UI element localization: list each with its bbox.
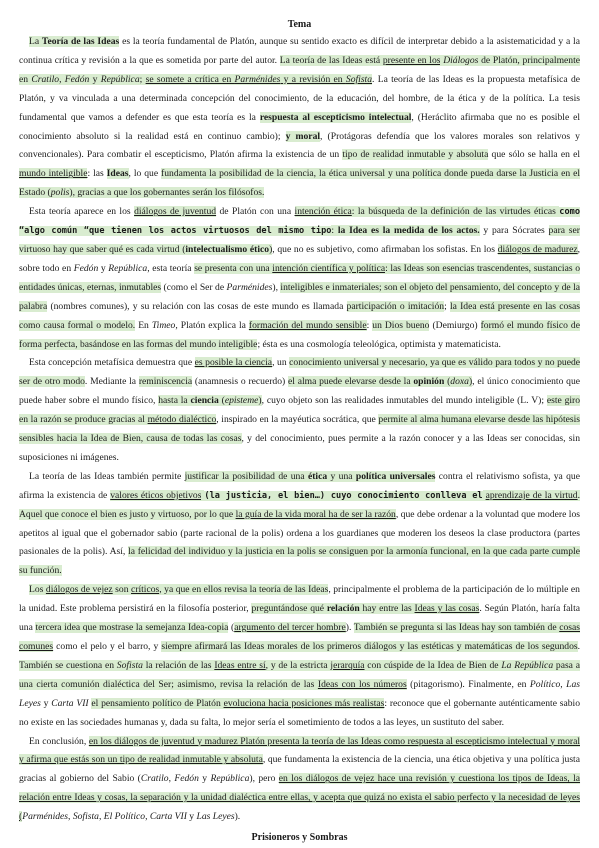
text-run: La República	[501, 659, 554, 671]
text-run: preguntándose qué	[251, 603, 327, 615]
text-run: )	[258, 395, 262, 407]
text-run: ), gracias a que los gobernantes serán los filósofos.	[69, 187, 265, 199]
text-run: política universales	[355, 470, 436, 482]
text-run: ,	[168, 773, 175, 785]
text-run: doxa	[450, 376, 469, 388]
text-run: Las Leyes	[19, 678, 581, 709]
text-run: y moral	[285, 130, 321, 142]
next-section-title: Prisioneros y Sombras	[251, 832, 348, 844]
text-run: Ideas y las cosas	[414, 603, 480, 615]
text-run: es la teoría fundamental de Platón, aunque su sentido exacto es difícil de interpretar debido a la asistematicidad y a la continua crítica y revisión a la que es sometida por parte del autor.	[19, 36, 580, 66]
text-run: , (Heráclito afirmaba que no es posible el conocimiento absoluto si la realidad está en continuo cambio);	[19, 111, 580, 142]
text-run: Fedón	[64, 73, 90, 85]
text-run: y para Sócrates	[479, 225, 549, 237]
text-run: , que fundamenta la existencia de la ciencia, una ética objetiva y una política justa gracias al gobierno del Sabio (	[19, 754, 580, 785]
text-run: ,	[68, 811, 73, 823]
text-run: ).	[234, 811, 241, 823]
text-run: se somete a crítica en	[145, 73, 235, 85]
paragraph-ethics-politics	[19, 468, 580, 581]
text-run: ,	[145, 811, 150, 823]
text-run: el alma puede elevarse desde la	[287, 376, 414, 388]
text-run: (	[228, 622, 235, 634]
text-run: , (Protágoras defendía que los valores morales son relativos y convencionales). Para combatir el escepticismo, Platón afirma la existencia de un	[19, 130, 580, 161]
text-run: , inspirado en la mayéutica socrática, que	[216, 414, 379, 426]
document-title: Tema	[287, 19, 312, 30]
text-run: fundamenta la posibilidad de la ciencia, la ética universal y una política donde pueda darse la Justicia en el Estado (	[19, 168, 580, 199]
text-run: siempre afirmará las Ideas morales de los primeros diálogos y las estéticas y matemáticas de los segundos	[161, 641, 578, 652]
paragraph-conclusion	[19, 733, 580, 828]
text-run: tercera idea que mostrase la semejanza Idea-copia	[35, 622, 229, 634]
text-run: Las Leyes	[196, 811, 235, 823]
text-run: Teoría de las Ideas	[41, 36, 120, 47]
text-run: conocimiento universal y necesario, ya que es válido para todos y no puede ser de otro modo	[19, 357, 581, 388]
text-run: Carta VII	[149, 811, 187, 823]
text-run: . Aquel que conoce el bien es justo y virtuoso, por lo que	[19, 489, 580, 520]
text-run: la relación de las	[142, 659, 215, 671]
text-run: Fedón	[174, 773, 199, 785]
text-run: Sofista	[72, 811, 99, 823]
text-run: Carta VII	[51, 697, 89, 709]
text-run: )	[468, 376, 473, 388]
text-run: un Dios bueno	[372, 319, 430, 331]
text-run: El Político	[103, 811, 146, 823]
text-run: Político	[529, 678, 561, 690]
text-run: ; ésta es una cosmología teleológica, optimista y matematicista.	[257, 338, 501, 350]
text-run: participación o imitación	[346, 300, 445, 312]
text-run: ;	[139, 73, 146, 85]
text-run: ),	[272, 281, 281, 293]
text-run: , un	[272, 357, 290, 369]
text-run: cosas comunes	[19, 622, 580, 652]
text-run: Los	[29, 584, 46, 596]
text-run: mundo inteligible	[19, 168, 88, 180]
text-run: y una	[327, 470, 356, 482]
text-run: hasta la	[158, 395, 191, 407]
text-run: (pitagorismo). Finalmente, en	[406, 678, 530, 690]
text-run: También se pregunta si las Ideas hay son también de	[353, 622, 560, 634]
text-run: Sofista	[345, 73, 373, 85]
text-run: pasa a una cierta comunión dialéctica del Ser; asimismo, revisa la relación de las	[19, 659, 580, 690]
text-run: La teoría de las Ideas también permite	[29, 470, 185, 482]
text-run: , sobre todo en	[19, 243, 581, 274]
text-run: República	[100, 73, 140, 85]
text-run: y a revisión en	[280, 73, 346, 85]
text-run: En conclusión,	[29, 735, 89, 747]
text-run: La teoría de las Ideas está	[279, 54, 383, 66]
text-run: Cratilo	[31, 73, 60, 85]
text-run: en los diálogos de vejez hace una revisión y cuestiona los tipos de Ideas, la relación entre Ideas y cosas, la separación y la unidad dialéctica entre ellas, y acepta que quizá no exista el sabio perfecto y la necesidad de leyes (	[19, 773, 581, 823]
text-run: (	[218, 395, 225, 407]
text-run: como “algo común “que tienen los actos virtuosos del mismo tipo	[19, 207, 580, 237]
text-run: .	[577, 641, 581, 652]
text-run: :	[366, 319, 373, 331]
text-run: También se cuestiona en	[19, 659, 117, 671]
text-run: , lo que	[128, 168, 162, 180]
text-run: episteme	[224, 395, 259, 407]
text-run: (Demiurgo)	[429, 319, 481, 331]
text-run: y	[40, 697, 52, 709]
text-run: de Platón, principalmente en	[19, 54, 581, 85]
text-run: evoluciona hacia posiciones más realistas	[223, 697, 385, 709]
text-run: intención ética	[294, 206, 352, 218]
text-run: (como el Ser de	[161, 281, 227, 293]
text-run: Esta concepción metafísica demuestra que	[29, 357, 195, 369]
text-run: contra el relativismo sofista, ya que afirma la existencia de	[19, 470, 580, 501]
text-run: La	[29, 36, 42, 47]
text-run: formó el mundo físico de forma perfecta, basándose en las formas del mundo inteligible	[19, 319, 580, 350]
text-run: valores éticos objetivos	[110, 489, 202, 501]
text-run: como el pelo y el barro, y	[53, 641, 162, 652]
text-run: : reconoce que el gobernante auténticamente sabio no existe en las sociedades humanas y, dada su falta, lo mejor sería el sometimiento de todos a las leyes, un sustituto del saber.	[19, 697, 581, 728]
text-run: Parménides	[234, 73, 281, 85]
text-run: , Platón explica la	[175, 319, 249, 331]
text-run: Ideas con los números	[317, 678, 407, 690]
text-run: República	[210, 773, 250, 785]
text-run: ,	[59, 73, 65, 85]
text-run: (	[444, 376, 451, 388]
text-run: : las Ideas son esencias trascendentes, sustancias o entidades únicas, eternas, inmutables	[19, 262, 580, 293]
text-run: reminiscencia	[138, 376, 193, 388]
paragraph-ethics-origin	[19, 203, 580, 354]
text-run: En	[135, 319, 152, 331]
text-run: ).	[345, 622, 354, 634]
text-run: . Según Platón, haría falta una	[19, 603, 581, 634]
text-run: la Idea está presente en las cosas como causa formal o modelo.	[19, 300, 580, 331]
paragraph-intro	[19, 33, 580, 203]
text-run: formación del mundo sensible	[248, 319, 367, 331]
text-run: Sofista	[116, 659, 143, 671]
text-run: este giro en la razón se produce gracias al	[19, 395, 581, 426]
text-run: método dialéctico	[147, 414, 217, 426]
text-run: , ya que en ellos revisa la teoría de las Ideas	[159, 584, 329, 596]
text-run: (la justicia, el bien…) cuyo conocimiento conlleva el	[204, 490, 483, 501]
text-run: diálogos de vejez	[45, 584, 113, 596]
text-run: son	[112, 584, 132, 596]
text-run: . La teoría de las Ideas es la propuesta metafísica de Platón, y va vinculada a una determinada concepción del conocimiento, de la educación, del hombre, de la ética y de la política. La tesis fundamental que vamos a defender es que esta teoría es la	[19, 73, 581, 123]
text-run: relación	[326, 603, 360, 615]
text-run: de Platón con una	[216, 206, 295, 218]
text-run: :	[331, 225, 338, 237]
text-run: , principalmente el problema de la participación de lo múltiple en la unidad. Este problema persistirá en la filosofía posterior,	[19, 584, 580, 615]
text-run: , cuyo objeto son las realidades inmutables del mundo inteligible (L. V);	[261, 395, 547, 407]
text-run: diálogos de juventud	[134, 206, 217, 218]
text-run: diálogos de madurez	[497, 243, 578, 255]
text-run: se presenta con una	[194, 262, 273, 274]
text-run: tipo de realidad inmutable y absoluta	[342, 149, 489, 161]
text-run: presente en los	[382, 54, 441, 66]
text-run: hay entre las	[359, 603, 415, 615]
text-run: Ideas	[106, 168, 129, 180]
text-run: y	[186, 811, 197, 823]
text-run: Fedón	[73, 262, 99, 274]
text-run: en los diálogos de juventud y madurez Platón presenta la teoría de las Ideas como respuesta al escepticismo intelectual y moral y afirma que estás son un tipo de realidad inmutable y absoluta	[19, 735, 580, 766]
text-run: ,	[98, 811, 104, 823]
text-run: justificar la posibilidad de una	[184, 470, 308, 482]
text-run: (nombres comunes), y su relación con las cosas de este mundo es llamada	[47, 300, 347, 312]
text-run: opinión	[413, 376, 445, 388]
text-run: , esta teoría	[147, 262, 195, 274]
text-run: Cratilo	[140, 773, 169, 785]
text-run: es posible la ciencia	[194, 357, 273, 369]
text-run: : las	[87, 168, 107, 180]
text-run: jerarquía	[330, 659, 365, 671]
text-run: la felicidad del individuo y la justicia en la polis se consiguen por la armonía funcional, en la que cada parte cumple su función.	[19, 546, 580, 577]
text-run: inteligibles e inmateriales; son el objeto del pensamiento, del concepto y de la palabra	[19, 281, 580, 312]
text-run: : la búsqueda de la definición de las virtudes éticas	[351, 206, 560, 218]
text-run: Esta teoría aparece en los	[29, 206, 135, 218]
text-run: permite al alma humana elevarse desde las hipótesis sensibles hacia la Idea de Bien, causa de todas las cosas	[19, 414, 580, 445]
text-run: aprendizaje de la virtud	[485, 489, 578, 501]
text-run: , y del conocimiento, pues permite a la razón conocer y a las Ideas ser conocidas, sin suposiciones ni imágenes.	[19, 433, 580, 463]
text-run: , y de la estricta	[265, 659, 331, 671]
text-run: la guía de la vida moral ha de ser la razón	[235, 508, 396, 520]
text-run: y	[198, 773, 211, 785]
text-run: ,	[560, 678, 567, 690]
text-run: intención científica y política	[272, 262, 386, 274]
paragraph-late-dialogues	[19, 581, 580, 732]
paragraph-science	[19, 354, 580, 467]
text-run: Parménides	[22, 811, 69, 823]
text-run: polis	[50, 187, 70, 199]
text-run: , que no es subjetivo, como afirmaban los sofistas. En los	[272, 243, 498, 255]
text-run: críticos	[131, 584, 160, 596]
text-run: ética	[307, 470, 328, 482]
text-run: con cúspide de la Idea de Bien de	[364, 659, 502, 671]
text-run: el pensamiento político de Platón	[91, 697, 224, 709]
text-run: Timeo	[151, 319, 176, 331]
text-run: , el único conocimiento que puede haber sobre el mundo físico,	[19, 376, 581, 407]
text-run: República	[108, 262, 148, 274]
text-run: respuesta al escepticismo intelectual	[259, 111, 412, 123]
text-run: . Mediante la	[84, 376, 139, 388]
text-run: , que debe ordenar a la voluntad que modere los apetitos al igual que el gobernador sabio (parte racional de la polis) ordena a los guardianes que moderen los deseos la clase productora (partes pasionales de la polis). Así,	[19, 508, 580, 558]
text-run: y	[98, 262, 109, 274]
text-run: Parménides	[226, 281, 273, 293]
document-page	[19, 16, 580, 847]
text-run: Ideas entre sí	[214, 659, 266, 671]
text-run: que sólo se halla en el	[488, 149, 580, 161]
text-run: y	[89, 73, 101, 85]
text-run: la Idea es la medida de los actos.	[337, 225, 480, 237]
text-run: Diálogos	[443, 54, 479, 66]
text-run: ), pero	[249, 773, 279, 785]
text-run: argumento del tercer hombre	[234, 622, 346, 634]
text-run: ;	[444, 300, 450, 312]
text-run: intelectualismo ético	[185, 243, 270, 255]
text-run: (anamnesis o recuerdo)	[192, 376, 288, 388]
text-run: ciencia	[190, 395, 219, 407]
text-run: )	[269, 243, 273, 255]
text-run: para ser virtuoso hay que saber qué es cada virtud (	[19, 225, 580, 255]
